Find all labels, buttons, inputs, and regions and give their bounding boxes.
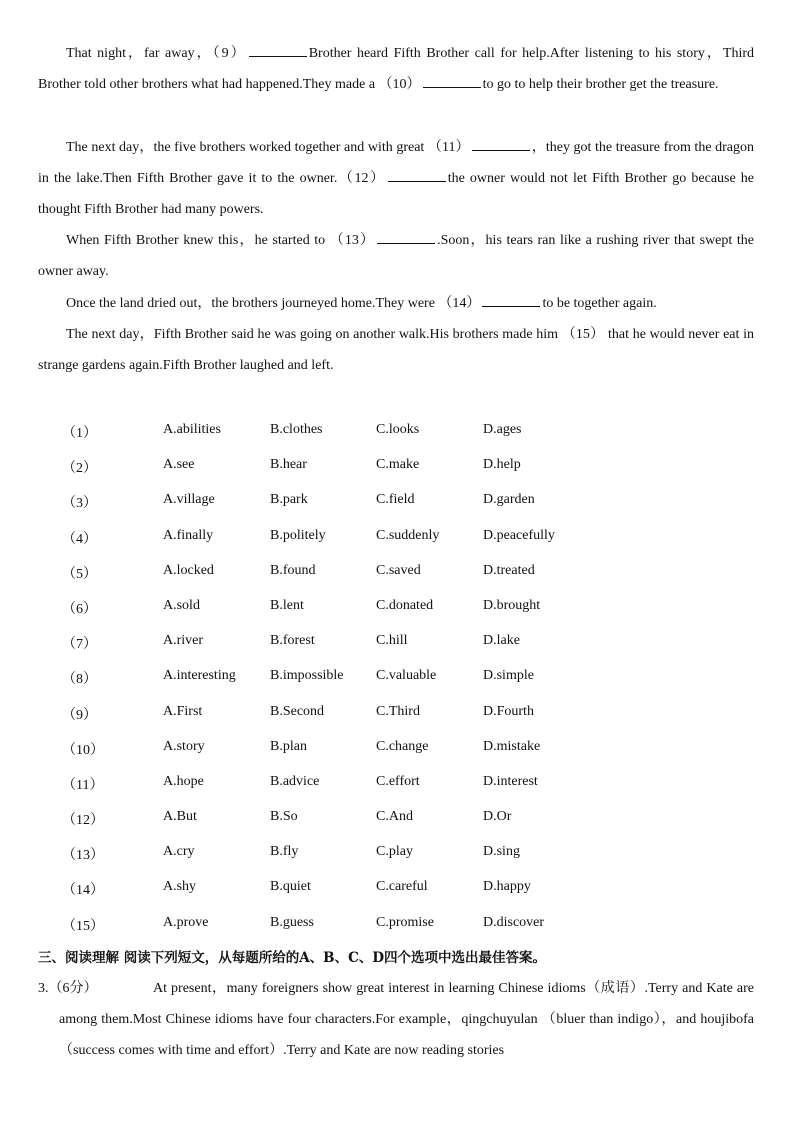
passage-text: to go to help their brother get the treasure. <box>482 77 719 93</box>
option-c[interactable]: C.looks <box>376 422 420 437</box>
passage-text: the owner would not let Fifth Brother go because he thought Fifth Brother had many powers. <box>38 171 755 218</box>
question-number: （2） <box>62 461 97 477</box>
passage-paragraph-5 <box>38 319 754 381</box>
option-d[interactable]: D.peacefully <box>483 527 555 543</box>
passage-text: The next day，the five brothers worked together and with great （11） <box>66 140 470 155</box>
option-d[interactable]: D.ages <box>483 422 522 437</box>
passage-text: Brother heard Fifth Brother call for help.After listening to his story，Third Brother told other brothers what had happened.They made a （10） <box>38 46 754 93</box>
option-row <box>0 660 794 695</box>
option-row <box>0 590 794 625</box>
option-d[interactable]: D.sing <box>483 844 520 860</box>
question-3 <box>38 973 754 1067</box>
option-c[interactable]: C.change <box>376 738 429 754</box>
option-row <box>0 555 794 590</box>
passage-text: to be together again. <box>542 296 657 311</box>
option-a[interactable]: A.cry <box>163 844 195 860</box>
option-d[interactable]: D.discover <box>483 914 545 930</box>
option-row <box>0 871 794 906</box>
option-a[interactable]: A.abilities <box>163 422 221 437</box>
answer-blank-14[interactable] <box>482 292 540 307</box>
question-number: （7） <box>62 637 97 653</box>
option-b[interactable]: B.So <box>270 809 298 825</box>
option-a[interactable]: A.finally <box>163 527 214 543</box>
option-a[interactable]: A.shy <box>163 879 197 895</box>
question-number: （1） <box>62 426 97 441</box>
question-number: （9） <box>62 707 97 723</box>
option-b[interactable]: B.forest <box>270 633 315 649</box>
answer-blank-9[interactable] <box>249 42 307 57</box>
option-c[interactable]: C.make <box>376 457 420 473</box>
answer-blank-10[interactable] <box>423 73 481 88</box>
option-b[interactable]: B.lent <box>270 597 304 613</box>
option-b[interactable]: B.guess <box>270 914 314 930</box>
option-a[interactable]: A.But <box>163 809 197 825</box>
question-3-body <box>38 973 754 1067</box>
option-b[interactable]: B.Second <box>270 703 325 719</box>
option-a[interactable]: A.see <box>163 457 195 473</box>
option-row <box>0 414 794 449</box>
question-number: （5） <box>62 566 97 582</box>
option-b[interactable]: B.clothes <box>270 422 323 437</box>
question-number: （13） <box>62 848 104 864</box>
option-a[interactable]: A.hope <box>163 773 204 789</box>
option-c[interactable]: C.saved <box>376 562 421 578</box>
answer-blank-13[interactable] <box>377 229 435 244</box>
option-row <box>0 801 794 836</box>
option-row <box>0 696 794 731</box>
option-a[interactable]: A.prove <box>163 914 209 930</box>
option-c[interactable]: C.donated <box>376 597 434 613</box>
question-number: （6） <box>62 601 97 617</box>
question-number: （3） <box>62 496 97 512</box>
option-b[interactable]: B.advice <box>270 773 320 789</box>
passage-text: Once the land dried out，the brothers journeyed home.They were （14） <box>66 296 481 311</box>
option-b[interactable]: B.impossible <box>270 668 344 684</box>
passage-paragraph-3 <box>38 225 754 287</box>
option-c[interactable]: C.Third <box>376 703 420 719</box>
option-c[interactable]: C.hill <box>376 633 408 649</box>
question-number: 3.（6分） <box>38 981 98 996</box>
option-a[interactable]: A.village <box>163 492 215 508</box>
option-a[interactable]: A.sold <box>163 597 200 613</box>
option-c[interactable]: C.valuable <box>376 668 437 684</box>
option-c[interactable]: C.promise <box>376 914 434 930</box>
option-d[interactable]: D.brought <box>483 597 541 613</box>
option-b[interactable]: B.plan <box>270 738 307 754</box>
question-number: （15） <box>62 918 104 934</box>
option-d[interactable]: D.mistake <box>483 738 541 754</box>
option-b[interactable]: B.hear <box>270 457 307 473</box>
question-text: At present，many foreigners show great interest in learning Chinese idioms（成语）.Terry and Kate are among them.Most Chinese idioms have four characters.For example，qingchuyulan （bluer than indigo），and houjibofa（success comes with time and effort）.Terry and Kate are now reading stories <box>59 981 754 1059</box>
question-number: （12） <box>62 813 104 829</box>
options-table <box>0 414 794 942</box>
option-c[interactable]: C.suddenly <box>376 527 440 543</box>
passage-text: That night，far away，（9） <box>66 46 247 61</box>
option-b[interactable]: B.politely <box>270 527 326 543</box>
option-a[interactable]: A.interesting <box>163 668 236 684</box>
option-c[interactable]: C.careful <box>376 879 428 895</box>
option-row <box>0 449 794 484</box>
option-row <box>0 520 794 555</box>
question-number: （8） <box>62 672 97 688</box>
option-d[interactable]: D.help <box>483 457 521 473</box>
option-a[interactable]: A.locked <box>163 562 214 578</box>
passage-text: ，they got the treasure from the dragon in the lake.Then Fifth Brother gave it to the owner.（12） <box>38 140 754 187</box>
option-d[interactable]: D.Fourth <box>483 703 534 719</box>
option-a[interactable]: A.river <box>163 633 204 649</box>
option-row <box>0 484 794 519</box>
option-d[interactable]: D.garden <box>483 492 535 508</box>
option-row <box>0 907 794 942</box>
passage-paragraph-1 <box>38 38 754 100</box>
passage-text: The next day，Fifth Brother said he was going on another walk.His brothers made him （15） that he would never eat in strange gardens again.Fifth Brother laughed and left. <box>38 327 754 374</box>
option-d[interactable]: D.Or <box>483 809 512 825</box>
option-c[interactable]: C.field <box>376 492 415 508</box>
question-number: （14） <box>62 883 104 899</box>
option-d[interactable]: D.happy <box>483 879 531 895</box>
passage-text: When Fifth Brother knew this，he started to （13） <box>66 233 376 248</box>
section-title: 三、阅读理解 阅读下列短文，从每题所给的A、B、C、D四个选项中选出最佳答案。 <box>38 950 547 966</box>
option-a[interactable]: A.story <box>163 738 205 754</box>
option-d[interactable]: D.interest <box>483 773 538 789</box>
option-row <box>0 836 794 871</box>
option-b[interactable]: B.found <box>270 562 316 578</box>
option-row <box>0 766 794 801</box>
option-c[interactable]: C.effort <box>376 773 420 789</box>
option-d[interactable]: D.treated <box>483 562 535 578</box>
option-c[interactable]: C.And <box>376 809 413 825</box>
question-number: （4） <box>62 531 97 547</box>
option-d[interactable]: D.simple <box>483 668 534 684</box>
option-b[interactable]: B.fly <box>270 844 299 860</box>
passage-paragraph-2 <box>38 132 754 226</box>
option-row <box>0 731 794 766</box>
question-number: （10） <box>62 742 104 758</box>
option-row <box>0 625 794 660</box>
option-a[interactable]: A.First <box>163 703 203 719</box>
question-number: （11） <box>62 777 104 793</box>
passage-paragraph-4 <box>38 288 754 319</box>
option-b[interactable]: B.park <box>270 492 308 508</box>
option-b[interactable]: B.quiet <box>270 879 311 895</box>
answer-blank-11[interactable] <box>472 136 530 151</box>
option-c[interactable]: C.play <box>376 844 413 860</box>
option-d[interactable]: D.lake <box>483 633 520 649</box>
passage-text: .Soon，his tears ran like a rushing river that swept the owner away. <box>38 233 754 280</box>
answer-blank-12[interactable] <box>388 167 446 182</box>
